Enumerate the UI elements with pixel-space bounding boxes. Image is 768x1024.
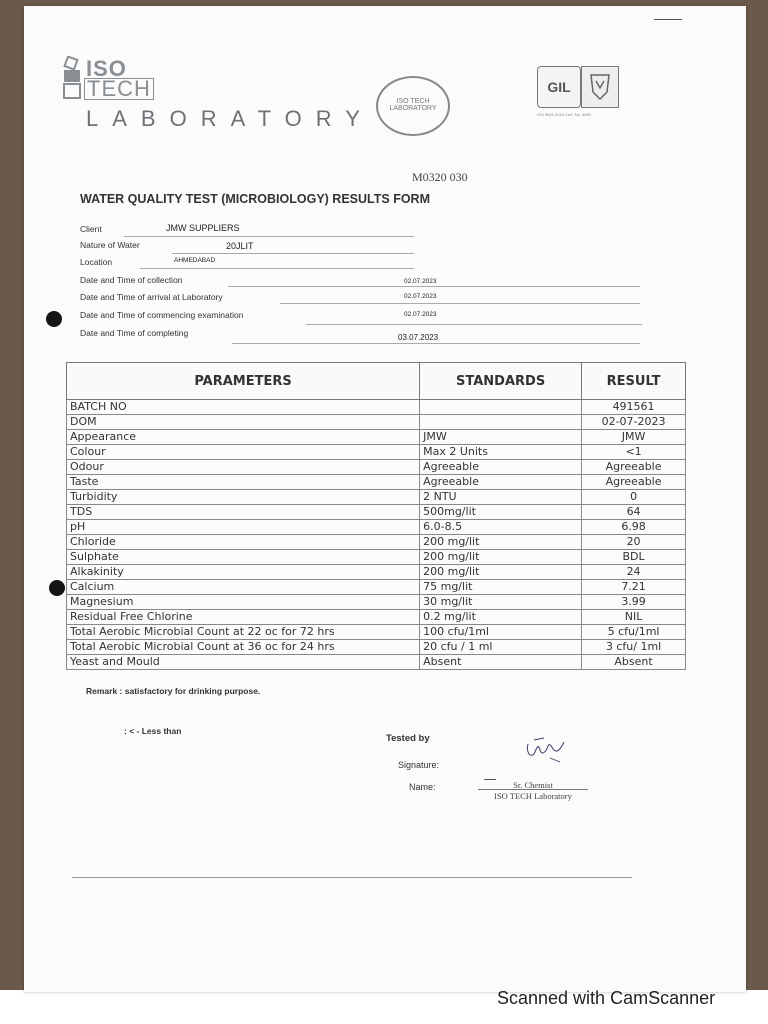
punch-hole: [49, 580, 65, 596]
cell-result: 20: [582, 535, 686, 550]
handwritten-signature: [500, 732, 580, 777]
name-label: Name:: [409, 782, 436, 792]
cell-result: 3 cfu/ 1ml: [582, 640, 686, 655]
cell-result: 5 cfu/1ml: [582, 625, 686, 640]
table-row: [67, 550, 686, 565]
table-row: [67, 505, 686, 520]
cell-parameter: Total Aerobic Microbial Count at 22 oc for 72 hrs: [67, 625, 420, 640]
field-underline: [172, 253, 414, 254]
lab-seal-icon: [376, 76, 450, 136]
field-underline: [140, 268, 414, 269]
bottom-divider: [72, 877, 632, 878]
field-value-arrival: 02.07.2023: [404, 293, 437, 300]
signature-label: Signature:: [398, 760, 440, 770]
legend-less-than: : < - Less than: [124, 726, 182, 736]
table-row: [67, 565, 686, 580]
logo-iso: ISO: [86, 56, 127, 81]
table-header-row: [67, 363, 686, 400]
chemist-lab: ISO TECH Laboratory: [494, 791, 572, 801]
cell-standard: 2 NTU: [420, 490, 582, 505]
table-row: [67, 580, 686, 595]
certification-badge: [537, 66, 617, 112]
cell-standard: 6.0-8.5: [420, 520, 582, 535]
field-value-collection: 02.07.2023: [404, 278, 437, 285]
field-label-arrival: Date and Time of arrival at Laboratory: [80, 292, 223, 302]
cell-standard: JMW: [420, 430, 582, 445]
cell-parameter: Taste: [67, 475, 420, 490]
table-row: [67, 640, 686, 655]
field-underline: [280, 303, 640, 304]
cell-standard: 20 cfu / 1 ml: [420, 640, 582, 655]
header-parameters: PARAMETERS: [67, 363, 420, 400]
seal-text: ISO TECH LABORATORY: [389, 98, 437, 112]
results-table: [66, 362, 686, 670]
cell-result: Absent: [582, 655, 686, 670]
cell-result: 64: [582, 505, 686, 520]
page-mark: [654, 19, 682, 20]
cell-result: BDL: [582, 550, 686, 565]
remark: Remark : satisfactory for drinking purpose.: [86, 686, 261, 696]
cell-result: 6.98: [582, 520, 686, 535]
field-value-commencing: 02.07.2023: [404, 311, 437, 318]
cell-standard: 500mg/lit: [420, 505, 582, 520]
cell-parameter: Total Aerobic Microbial Count at 36 oc for 24 hrs: [67, 640, 420, 655]
table-row: [67, 625, 686, 640]
cell-result: Agreeable: [582, 460, 686, 475]
cell-standard: Agreeable: [420, 475, 582, 490]
cell-standard: Absent: [420, 655, 582, 670]
header-result: RESULT: [582, 363, 686, 400]
tested-by-label: Tested by: [386, 733, 430, 744]
cell-result: 0: [582, 490, 686, 505]
cell-parameter: Appearance: [67, 430, 420, 445]
cell-result: 02-07-2023: [582, 415, 686, 430]
table-row: [67, 415, 686, 430]
cell-parameter: Sulphate: [67, 550, 420, 565]
cell-parameter: Residual Free Chlorine: [67, 610, 420, 625]
cell-result: JMW: [582, 430, 686, 445]
field-underline: [306, 324, 642, 325]
cell-parameter: Colour: [67, 445, 420, 460]
field-label-location: Location: [80, 257, 113, 267]
table-row: [67, 520, 686, 535]
cell-result: NIL: [582, 610, 686, 625]
field-label-client: Client: [80, 224, 102, 234]
table-row: [67, 475, 686, 490]
cell-parameter: BATCH NO: [67, 400, 420, 415]
field-label-collection: Date and Time of collection: [80, 275, 183, 285]
cell-standard: 200 mg/lit: [420, 565, 582, 580]
cell-standard: Max 2 Units: [420, 445, 582, 460]
cert-caption: ISO 9001:2015 Cert. No. 6890: [537, 112, 592, 117]
cell-parameter: Alkakinity: [67, 565, 420, 580]
cell-result: 24: [582, 565, 686, 580]
cert-mark: GIL: [537, 66, 581, 108]
table-row: [67, 490, 686, 505]
chemist-title: Sr. Chemist: [513, 780, 553, 790]
cell-standard: 200 mg/lit: [420, 550, 582, 565]
cell-parameter: Chloride: [67, 535, 420, 550]
cell-parameter: DOM: [67, 415, 420, 430]
cell-standard: 30 mg/lit: [420, 595, 582, 610]
cell-parameter: TDS: [67, 505, 420, 520]
table-row: [67, 655, 686, 670]
cell-parameter: Magnesium: [67, 595, 420, 610]
cell-standard: Agreeable: [420, 460, 582, 475]
table-row: [67, 460, 686, 475]
header-standards: STANDARDS: [420, 363, 582, 400]
field-underline: [124, 236, 414, 237]
field-label-nature: Nature of Water: [80, 240, 140, 250]
field-label-commencing: Date and Time of commencing examination: [80, 310, 244, 320]
field-value-nature: 20JLIT: [226, 241, 254, 251]
cell-standard: 75 mg/lit: [420, 580, 582, 595]
cell-result: 7.21: [582, 580, 686, 595]
cell-parameter: Yeast and Mould: [67, 655, 420, 670]
logo-laboratory: LABORATORY: [86, 106, 374, 131]
camscanner-watermark: Scanned with CamScanner: [497, 988, 716, 1008]
field-underline: [228, 286, 640, 287]
cell-parameter: pH: [67, 520, 420, 535]
field-value-client: JMW SUPPLIERS: [166, 223, 240, 233]
field-label-completing: Date and Time of completing: [80, 328, 189, 338]
chemist-block: [478, 780, 588, 801]
cell-result: 491561: [582, 400, 686, 415]
punch-hole: [46, 311, 62, 327]
cell-parameter: Turbidity: [67, 490, 420, 505]
form-title: WATER QUALITY TEST (MICROBIOLOGY) RESULTS FORM: [80, 192, 430, 206]
logo-tech: TECH: [84, 78, 154, 100]
cell-result: 3.99: [582, 595, 686, 610]
cell-parameter: Odour: [67, 460, 420, 475]
cell-standard: [420, 415, 582, 430]
cell-result: <1: [582, 445, 686, 460]
field-underline: [232, 343, 640, 344]
table-row: [67, 595, 686, 610]
document-number: M0320 030: [412, 170, 468, 184]
cell-standard: 200 mg/lit: [420, 535, 582, 550]
cell-standard: 0.2 mg/lit: [420, 610, 582, 625]
cell-parameter: Calcium: [67, 580, 420, 595]
cert-shield-icon: [581, 66, 619, 108]
field-value-completing: 03.07.2023: [398, 333, 439, 342]
table-row: [67, 445, 686, 460]
table-row: [67, 400, 686, 415]
table-row: [67, 610, 686, 625]
field-value-location: AHMEDABAD: [174, 257, 216, 264]
cell-standard: 100 cfu/1ml: [420, 625, 582, 640]
table-row: [67, 430, 686, 445]
table-row: [67, 535, 686, 550]
iso-tech-logo-icon: [62, 56, 84, 105]
cell-result: Agreeable: [582, 475, 686, 490]
cell-standard: [420, 400, 582, 415]
